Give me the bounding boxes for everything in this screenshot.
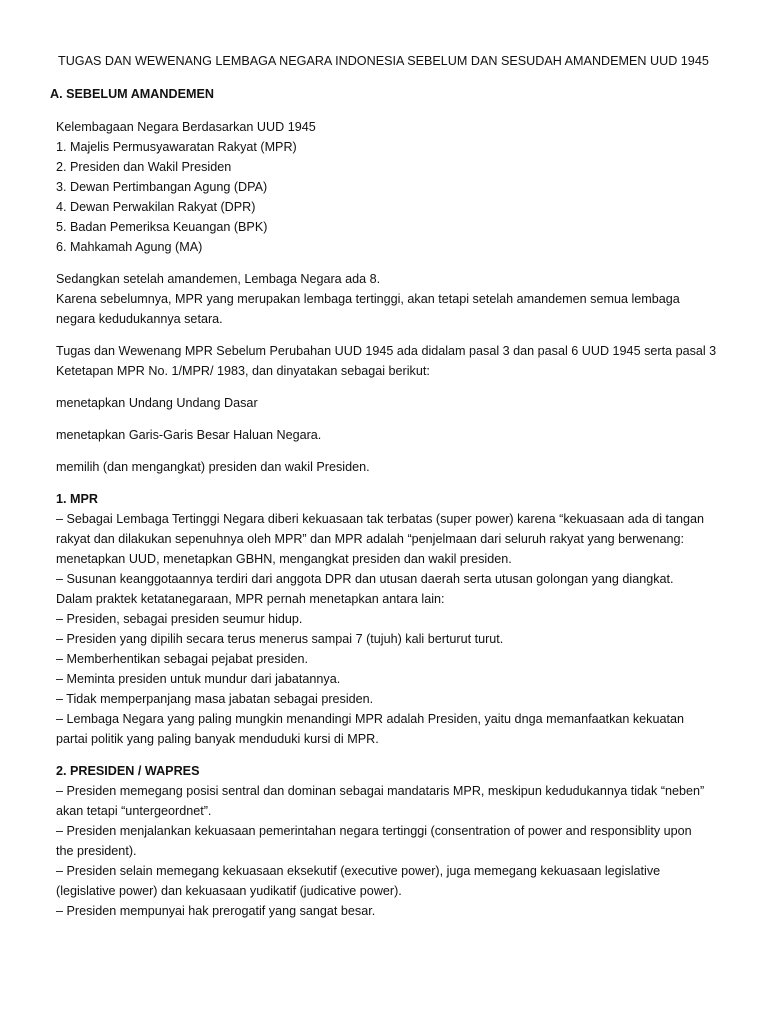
duty-item: menetapkan Garis-Garis Besar Haluan Negara.	[56, 428, 322, 442]
paragraph-line: – Presiden, sebagai presiden seumur hidup.	[56, 612, 303, 626]
paragraph-line: negara kedudukannya setara.	[56, 312, 223, 326]
paragraph-line: menetapkan UUD, menetapkan GBHN, mengangkat presiden dan wakil presiden.	[56, 552, 512, 566]
section-heading-sebelum-amandemen: A. SEBELUM AMANDEMEN	[50, 87, 214, 101]
lembaga-list-block	[56, 117, 728, 257]
list-item: 4. Dewan Perwakilan Rakyat (DPR)	[56, 200, 256, 214]
list-item: 2. Presiden dan Wakil Presiden	[56, 160, 232, 174]
document-title: TUGAS DAN WEWENANG LEMBAGA NEGARA INDONESIA SEBELUM DAN SESUDAH AMANDEMEN UUD 1945	[58, 54, 709, 68]
paragraph-line: akan tetapi “untergeordnet”.	[56, 804, 212, 818]
list-item: 1. Majelis Permusyawaratan Rakyat (MPR)	[56, 140, 297, 154]
section-heading-presiden: 2. PRESIDEN / WAPRES	[56, 764, 200, 778]
paragraph-line: – Lembaga Negara yang paling mungkin menandingi MPR adalah Presiden, yaitu dnga memanfaatkan kekuatan	[56, 712, 684, 726]
paragraph-line: – Tidak memperpanjang masa jabatan sebagai presiden.	[56, 692, 374, 706]
paragraph-line: (legislative power) dan kekuasaan yudikatif (judicative power).	[56, 884, 402, 898]
paragraph-line: partai politik yang paling banyak menduduki kursi di MPR.	[56, 732, 379, 746]
lembaga-intro: Kelembagaan Negara Berdasarkan UUD 1945	[56, 120, 316, 134]
presiden-section	[56, 761, 728, 921]
paragraph-line: rakyat dan dilakukan sepenuhnya oleh MPR” dan MPR adalah “penjelmaan dari seluruh rakyat yang berwenang:	[56, 532, 684, 546]
paragraph-line: – Presiden yang dipilih secara terus menerus sampai 7 (tujuh) kali berturut turut.	[56, 632, 504, 646]
paragraph-line: – Presiden selain memegang kekuasaan eksekutif (executive power), juga memegang kekuasaan legislative	[56, 864, 661, 878]
duty-item: menetapkan Undang Undang Dasar	[56, 396, 258, 410]
list-item: 3. Dewan Pertimbangan Agung (DPA)	[56, 180, 268, 194]
paragraph-line: – Meminta presiden untuk mundur dari jabatannya.	[56, 672, 341, 686]
paragraph-line: – Susunan keanggotaannya terdiri dari anggota DPR dan utusan daerah serta utusan golongan yang diangkat.	[56, 572, 674, 586]
paragraph-line: the president).	[56, 844, 137, 858]
paragraph-line: Tugas dan Wewenang MPR Sebelum Perubahan UUD 1945 ada didalam pasal 3 dan pasal 6 UUD 1945 serta pasal 3	[56, 344, 717, 358]
paragraph-line: Karena sebelumnya, MPR yang merupakan lembaga tertinggi, akan tetapi setelah amandemen semua lembaga	[56, 292, 680, 306]
paragraph-line: Dalam praktek ketatanegaraan, MPR pernah menetapkan antara lain:	[56, 592, 445, 606]
paragraph-line: – Presiden menjalankan kekuasaan pemerintahan negara tertinggi (consentration of power and responsiblity upon	[56, 824, 692, 838]
mpr-section	[56, 489, 728, 749]
paragraph-line: – Sebagai Lembaga Tertinggi Negara diberi kekuasaan tak terbatas (super power) karena “kekuasaan ada di tangan	[56, 512, 705, 526]
paragraph-line: – Memberhentikan sebagai pejabat presiden.	[56, 652, 309, 666]
paragraph-line: – Presiden memegang posisi sentral dan dominan sebagai mandataris MPR, meskipun kedudukannya tidak “neben”	[56, 784, 705, 798]
after-amendment-paragraph	[56, 269, 728, 329]
list-item: 5. Badan Pemeriksa Keuangan (BPK)	[56, 220, 268, 234]
paragraph-line: Sedangkan setelah amandemen, Lembaga Negara ada 8.	[56, 272, 381, 286]
paragraph-line: – Presiden mempunyai hak prerogatif yang sangat besar.	[56, 904, 376, 918]
list-item: 6. Mahkamah Agung (MA)	[56, 240, 203, 254]
duty-item: memilih (dan mengangkat) presiden dan wakil Presiden.	[56, 460, 370, 474]
tugas-mpr-paragraph	[56, 341, 728, 381]
section-heading-mpr: 1. MPR	[56, 492, 98, 506]
paragraph-line: Ketetapan MPR No. 1/MPR/ 1983, dan dinyatakan sebagai berikut:	[56, 364, 430, 378]
